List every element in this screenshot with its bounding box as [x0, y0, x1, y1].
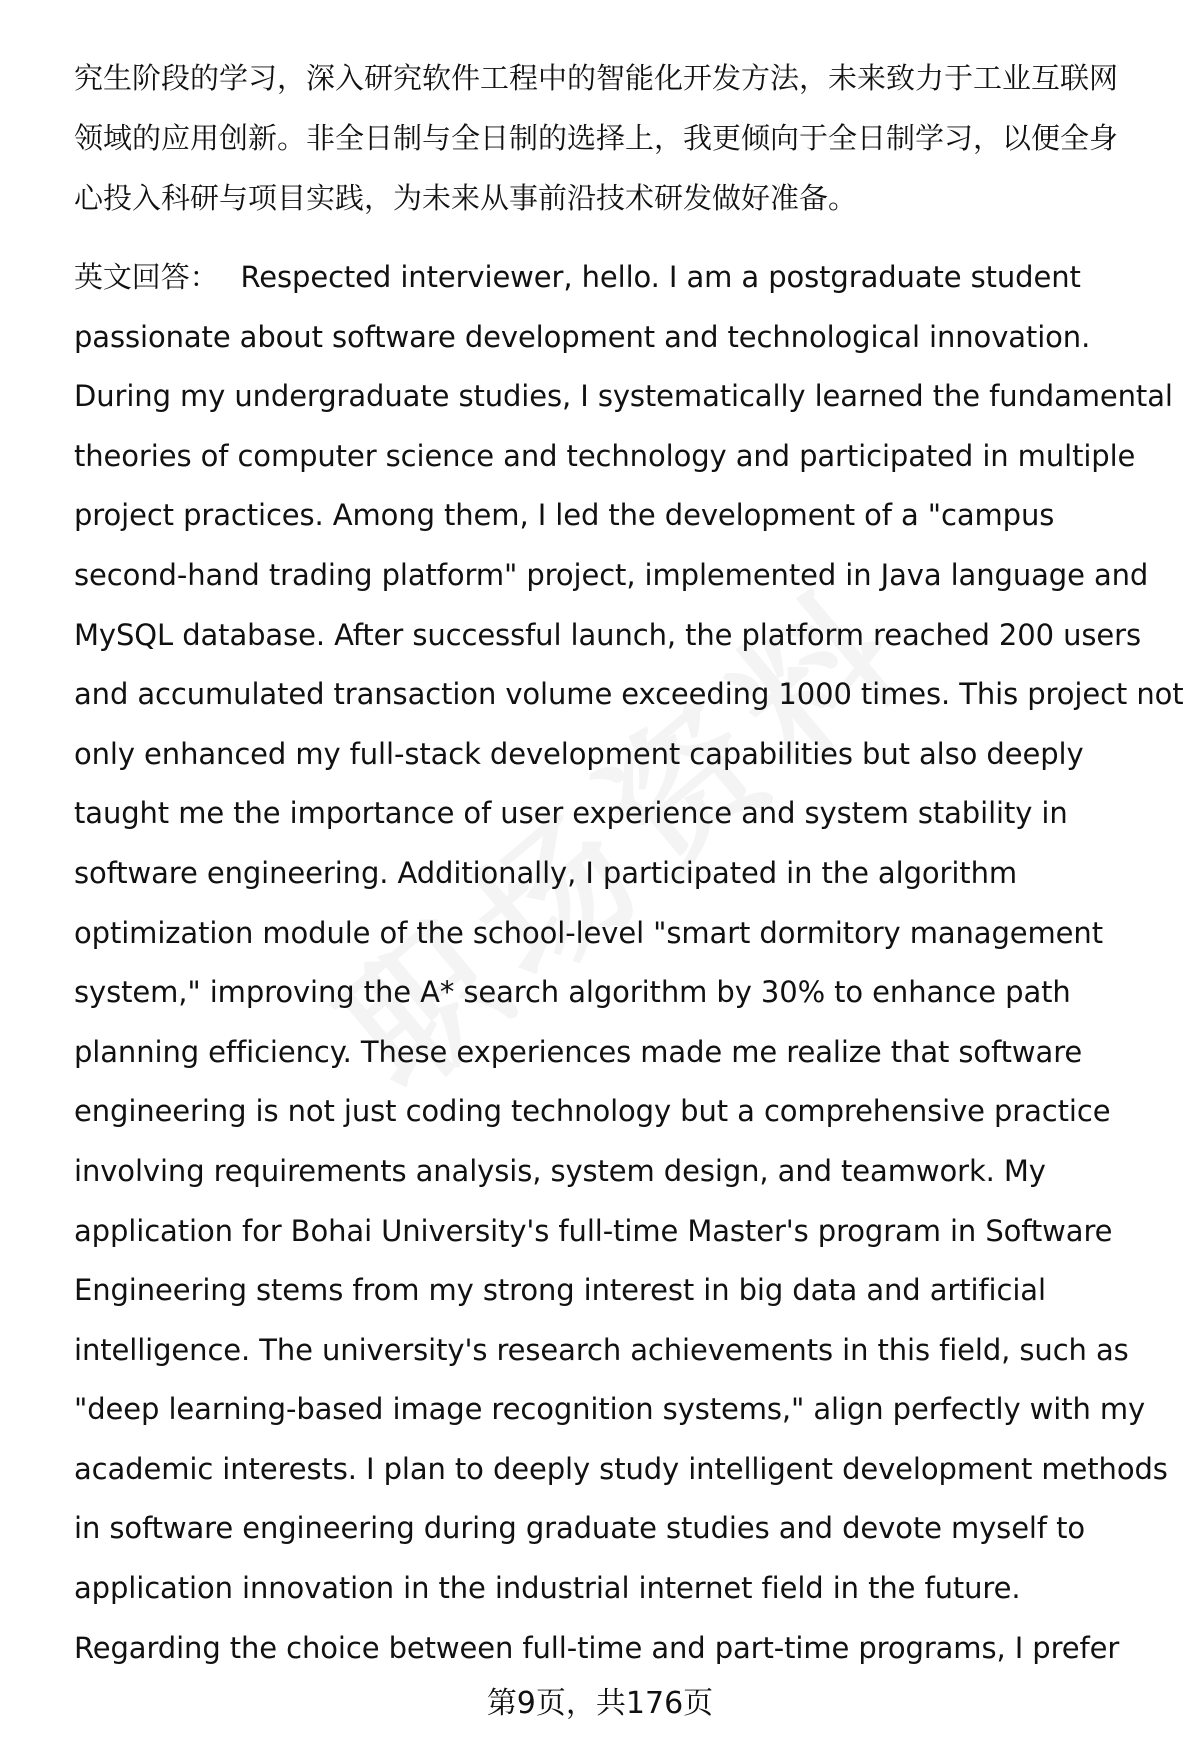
document-body: [74, 48, 1184, 1678]
en-line-22: in software engineering during graduate studies and devote myself to: [74, 1511, 1086, 1546]
en-line-8: and accumulated transaction volume exceeding 1000 times. This project not: [74, 677, 1184, 712]
en-line-15: engineering is not just coding technology but a comprehensive practice: [74, 1094, 1111, 1129]
en-line-7: MySQL database. After successful launch, the platform reached 200 users: [74, 617, 1141, 652]
en-line-16: involving requirements analysis, system design, and teamwork. My: [74, 1153, 1046, 1188]
en-line-4: theories of computer science and technology and participated in multiple: [74, 438, 1136, 473]
en-line-11: software engineering. Additionally, I participated in the algorithm: [74, 855, 1017, 890]
en-line-2: passionate about software development and technological innovation.: [74, 319, 1091, 354]
cn-line-2: 领域的应用创新。非全日制与全日制的选择上，我更倾向于全日制学习，以便全身: [74, 121, 1119, 155]
chinese-answer-continuation: [74, 48, 1174, 228]
en-line-6: second-hand trading platform" project, implemented in Java language and: [74, 557, 1149, 592]
en-line-1-text: Respected interviewer, hello. I am a postgraduate student: [240, 260, 1081, 294]
en-line-18: Engineering stems from my strong interest in big data and artificial: [74, 1273, 1046, 1308]
en-line-3: During my undergraduate studies, I systematically learned the fundamental: [74, 379, 1173, 414]
en-line-20: "deep learning-based image recognition systems," align perfectly with my: [74, 1392, 1146, 1427]
page-number-footer: 第9页，共176页: [486, 1686, 714, 1721]
english-answer-label: 英文回答：: [74, 260, 219, 294]
en-line-21: academic interests. I plan to deeply study intelligent development methods: [74, 1451, 1168, 1486]
en-line-13: system," improving the A* search algorithm by 30% to enhance path: [74, 975, 1071, 1010]
english-answer: [74, 248, 1184, 1678]
cn-line-1: 究生阶段的学习，深入研究软件工程中的智能化开发方法，未来致力于工业互联网: [74, 61, 1119, 95]
en-line-24: Regarding the choice between full-time and part-time programs, I prefer: [74, 1630, 1120, 1665]
en-line-14: planning efficiency. These experiences made me realize that software: [74, 1034, 1083, 1069]
en-line-1: [74, 248, 1174, 308]
en-line-9: only enhanced my full-stack development capabilities but also deeply: [74, 736, 1084, 771]
en-line-10: taught me the importance of user experience and system stability in: [74, 796, 1068, 831]
en-line-5: project practices. Among them, I led the development of a "campus: [74, 498, 1055, 533]
cn-line-3: 心投入科研与项目实践，为未来从事前沿技术研发做好准备。: [74, 181, 858, 215]
en-line-17: application for Bohai University's full-time Master's program in Software: [74, 1213, 1113, 1248]
en-line-23: application innovation in the industrial internet field in the future.: [74, 1571, 1021, 1606]
en-line-19: intelligence. The university's research achievements in this field, such as: [74, 1332, 1129, 1367]
en-line-12: optimization module of the school-level "smart dormitory management: [74, 915, 1103, 950]
